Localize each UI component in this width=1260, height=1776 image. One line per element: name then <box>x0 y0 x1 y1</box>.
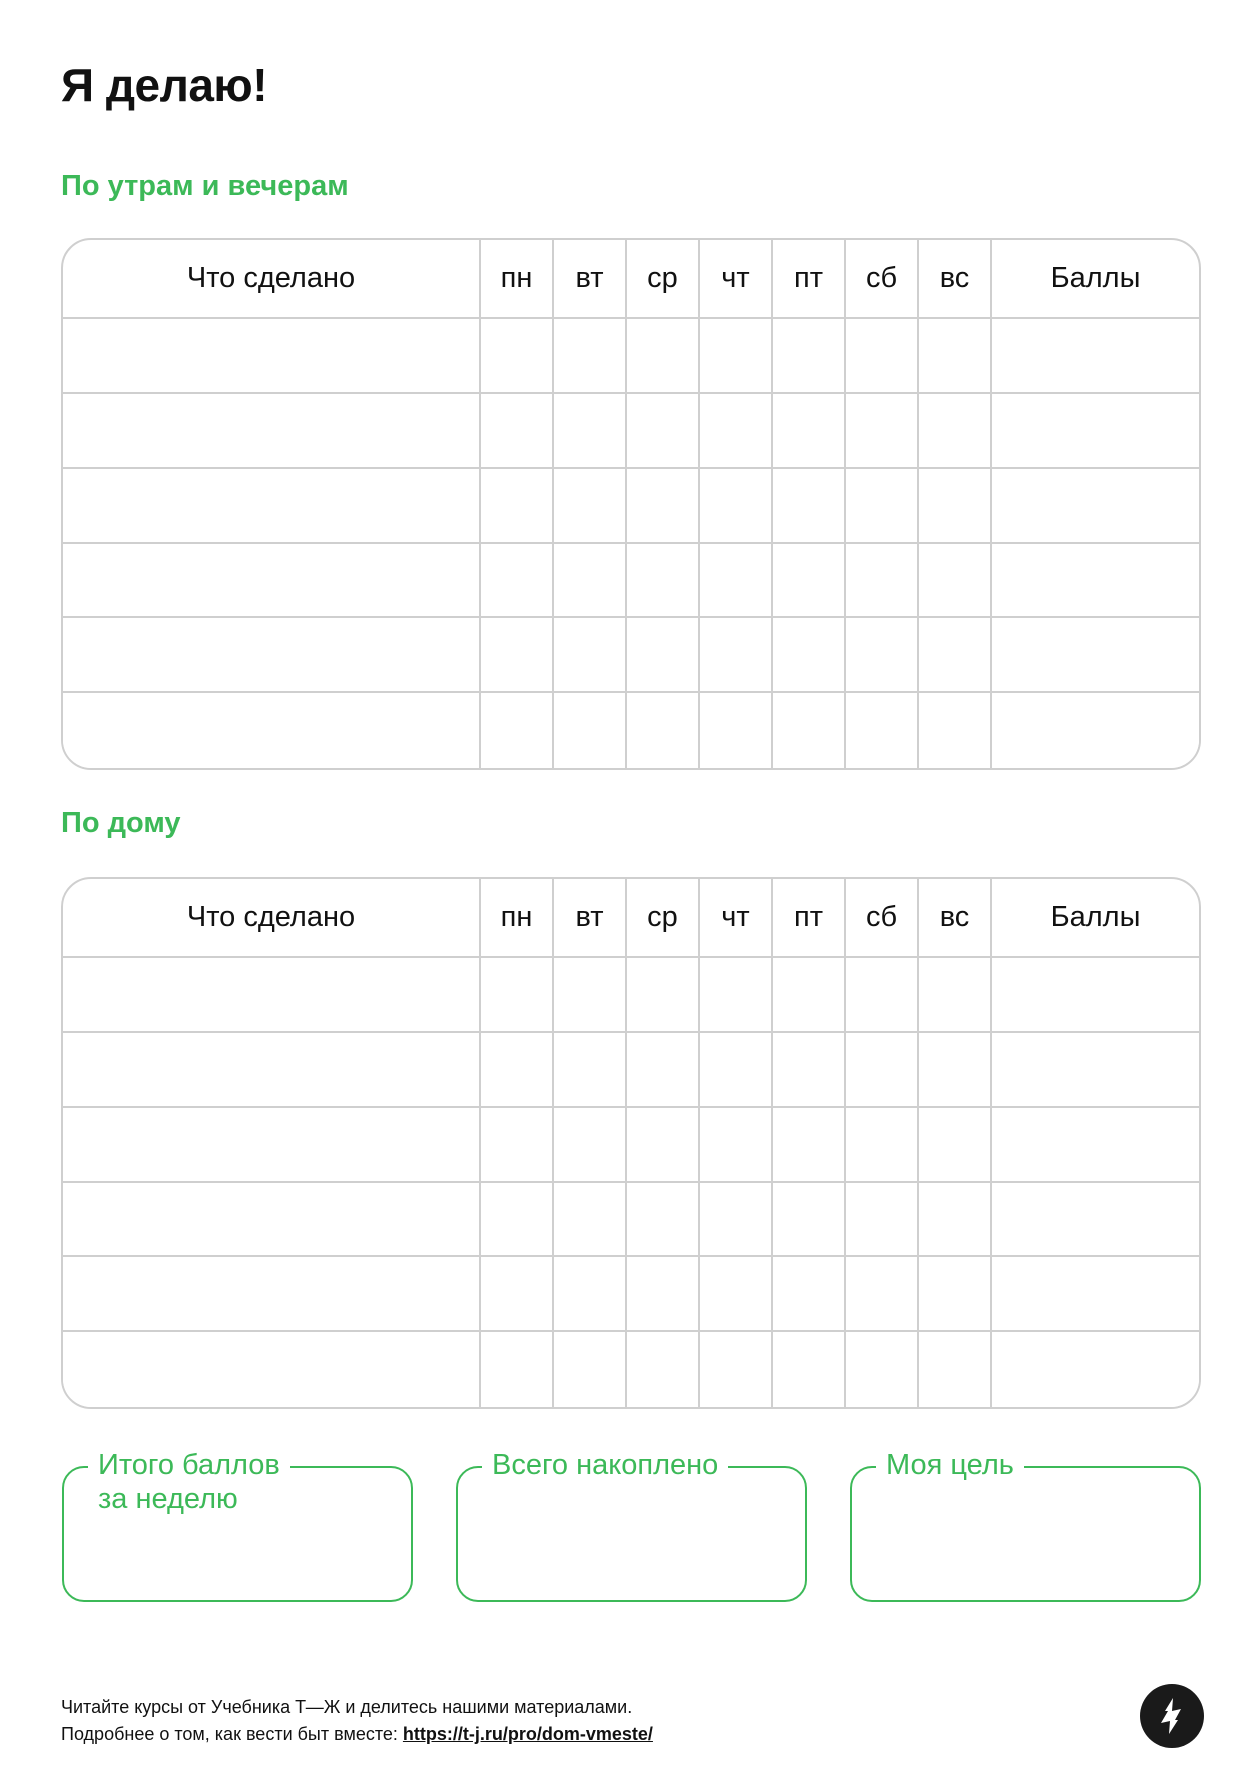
day-cell-thu[interactable] <box>700 469 773 544</box>
total-accumulated-box[interactable] <box>456 1449 807 1602</box>
day-cell-mon[interactable] <box>481 1183 554 1258</box>
day-cell-mon[interactable] <box>481 1257 554 1332</box>
day-cell-sat[interactable] <box>846 1108 919 1183</box>
header-day-sun: вс <box>919 879 992 958</box>
day-cell-tue[interactable] <box>554 693 627 768</box>
day-cell-tue[interactable] <box>554 618 627 693</box>
day-cell-fri[interactable] <box>773 394 846 469</box>
day-cell-sun[interactable] <box>919 1257 992 1332</box>
day-cell-mon[interactable] <box>481 1332 554 1407</box>
day-cell-tue[interactable] <box>554 1183 627 1258</box>
task-cell[interactable] <box>63 618 481 693</box>
header-task: Что сделано <box>63 240 481 319</box>
header-day-tue: вт <box>554 240 627 319</box>
footer-line-2 <box>61 1721 653 1748</box>
task-cell[interactable] <box>63 544 481 619</box>
day-cell-sun[interactable] <box>919 693 992 768</box>
day-cell-tue[interactable] <box>554 1033 627 1108</box>
day-cell-sat[interactable] <box>846 319 919 394</box>
points-cell[interactable] <box>992 1108 1199 1183</box>
total-accumulated-label: Всего накоплено <box>482 1448 728 1482</box>
day-cell-fri[interactable] <box>773 1183 846 1258</box>
day-cell-wed[interactable] <box>627 1108 700 1183</box>
day-cell-wed[interactable] <box>627 394 700 469</box>
day-cell-mon[interactable] <box>481 1108 554 1183</box>
day-cell-sun[interactable] <box>919 1033 992 1108</box>
header-day-sat: сб <box>846 240 919 319</box>
task-cell[interactable] <box>63 1332 481 1407</box>
weekly-points-box[interactable] <box>62 1449 413 1602</box>
task-cell[interactable] <box>63 1183 481 1258</box>
my-goal-label: Моя цель <box>876 1448 1024 1482</box>
day-cell-wed[interactable] <box>627 469 700 544</box>
day-cell-tue[interactable] <box>554 1332 627 1407</box>
day-cell-fri[interactable] <box>773 319 846 394</box>
day-cell-wed[interactable] <box>627 1033 700 1108</box>
day-cell-sun[interactable] <box>919 544 992 619</box>
day-cell-mon[interactable] <box>481 469 554 544</box>
day-cell-wed[interactable] <box>627 958 700 1033</box>
day-cell-wed[interactable] <box>627 1332 700 1407</box>
day-cell-sun[interactable] <box>919 1183 992 1258</box>
day-cell-fri[interactable] <box>773 1257 846 1332</box>
day-cell-tue[interactable] <box>554 544 627 619</box>
task-cell[interactable] <box>63 1033 481 1108</box>
points-cell[interactable] <box>992 544 1199 619</box>
weekly-points-label: Итого баллов за неделю <box>88 1448 290 1516</box>
footer-link[interactable]: https://t-j.ru/pro/dom-vmeste/ <box>402 1724 653 1744</box>
day-cell-fri[interactable] <box>773 1332 846 1407</box>
points-cell[interactable] <box>992 1183 1199 1258</box>
section-heading-home: По дому <box>61 807 181 839</box>
day-cell-mon[interactable] <box>481 618 554 693</box>
day-cell-thu[interactable] <box>700 319 773 394</box>
day-cell-tue[interactable] <box>554 1108 627 1183</box>
day-cell-thu[interactable] <box>700 1108 773 1183</box>
day-cell-mon[interactable] <box>481 394 554 469</box>
tracker-table-home <box>61 877 1201 1409</box>
task-cell[interactable] <box>63 693 481 768</box>
footer-line-1: Читайте курсы от Учебника Т—Ж и делитесь нашими материалами. <box>61 1697 633 1717</box>
day-cell-sun[interactable] <box>919 394 992 469</box>
points-cell[interactable] <box>992 394 1199 469</box>
day-cell-thu[interactable] <box>700 693 773 768</box>
task-cell[interactable] <box>63 319 481 394</box>
page-title: Я делаю! <box>61 59 268 111</box>
header-day-sun: вс <box>919 240 992 319</box>
day-cell-mon[interactable] <box>481 544 554 619</box>
points-cell[interactable] <box>992 469 1199 544</box>
header-day-sat: сб <box>846 879 919 958</box>
day-cell-fri[interactable] <box>773 693 846 768</box>
header-day-fri: пт <box>773 879 846 958</box>
header-points: Баллы <box>992 240 1199 319</box>
day-cell-sun[interactable] <box>919 1332 992 1407</box>
day-cell-tue[interactable] <box>554 1257 627 1332</box>
header-day-fri: пт <box>773 240 846 319</box>
day-cell-thu[interactable] <box>700 958 773 1033</box>
day-cell-sun[interactable] <box>919 1108 992 1183</box>
day-cell-thu[interactable] <box>700 1257 773 1332</box>
day-cell-sat[interactable] <box>846 693 919 768</box>
footer <box>61 1694 653 1748</box>
header-points: Баллы <box>992 879 1199 958</box>
day-cell-thu[interactable] <box>700 394 773 469</box>
day-cell-fri[interactable] <box>773 544 846 619</box>
day-cell-mon[interactable] <box>481 693 554 768</box>
day-cell-fri[interactable] <box>773 958 846 1033</box>
day-cell-sat[interactable] <box>846 1257 919 1332</box>
day-cell-thu[interactable] <box>700 544 773 619</box>
points-cell[interactable] <box>992 1332 1199 1407</box>
task-cell[interactable] <box>63 394 481 469</box>
day-cell-sun[interactable] <box>919 958 992 1033</box>
day-cell-sat[interactable] <box>846 469 919 544</box>
day-cell-mon[interactable] <box>481 958 554 1033</box>
day-cell-thu[interactable] <box>700 1033 773 1108</box>
lightning-bolt-icon <box>1140 1684 1204 1748</box>
day-cell-thu[interactable] <box>700 1183 773 1258</box>
points-cell[interactable] <box>992 319 1199 394</box>
day-cell-tue[interactable] <box>554 469 627 544</box>
header-day-mon: пн <box>481 879 554 958</box>
day-cell-sat[interactable] <box>846 618 919 693</box>
day-cell-sat[interactable] <box>846 958 919 1033</box>
my-goal-box[interactable] <box>850 1449 1201 1602</box>
task-cell[interactable] <box>63 469 481 544</box>
points-cell[interactable] <box>992 1033 1199 1108</box>
day-cell-sat[interactable] <box>846 1183 919 1258</box>
task-cell[interactable] <box>63 958 481 1033</box>
points-cell[interactable] <box>992 693 1199 768</box>
day-cell-sun[interactable] <box>919 618 992 693</box>
lightning-bolt-icon-svg <box>1157 1697 1187 1735</box>
day-cell-sat[interactable] <box>846 1033 919 1108</box>
day-cell-wed[interactable] <box>627 544 700 619</box>
day-cell-wed[interactable] <box>627 693 700 768</box>
footer-line-2-prefix: Подробнее о том, как вести быт вместе: <box>61 1724 403 1744</box>
day-cell-thu[interactable] <box>700 1332 773 1407</box>
header-day-tue: вт <box>554 879 627 958</box>
day-cell-tue[interactable] <box>554 958 627 1033</box>
points-cell[interactable] <box>992 1257 1199 1332</box>
day-cell-fri[interactable] <box>773 469 846 544</box>
day-cell-wed[interactable] <box>627 618 700 693</box>
day-cell-mon[interactable] <box>481 319 554 394</box>
section-heading-morning-evening: По утрам и вечерам <box>61 170 349 202</box>
day-cell-sat[interactable] <box>846 1332 919 1407</box>
header-day-thu: чт <box>700 879 773 958</box>
day-cell-wed[interactable] <box>627 1257 700 1332</box>
header-day-thu: чт <box>700 240 773 319</box>
header-day-wed: ср <box>627 879 700 958</box>
day-cell-fri[interactable] <box>773 618 846 693</box>
day-cell-wed[interactable] <box>627 1183 700 1258</box>
task-cell[interactable] <box>63 1257 481 1332</box>
day-cell-fri[interactable] <box>773 1033 846 1108</box>
points-cell[interactable] <box>992 618 1199 693</box>
header-day-wed: ср <box>627 240 700 319</box>
day-cell-fri[interactable] <box>773 1108 846 1183</box>
day-cell-thu[interactable] <box>700 618 773 693</box>
day-cell-sun[interactable] <box>919 319 992 394</box>
header-day-mon: пн <box>481 240 554 319</box>
points-cell[interactable] <box>992 958 1199 1033</box>
day-cell-sat[interactable] <box>846 544 919 619</box>
header-task: Что сделано <box>63 879 481 958</box>
task-cell[interactable] <box>63 1108 481 1183</box>
day-cell-sun[interactable] <box>919 469 992 544</box>
day-cell-tue[interactable] <box>554 319 627 394</box>
day-cell-mon[interactable] <box>481 1033 554 1108</box>
tracker-table-morning-evening <box>61 238 1201 770</box>
day-cell-sat[interactable] <box>846 394 919 469</box>
day-cell-wed[interactable] <box>627 319 700 394</box>
day-cell-tue[interactable] <box>554 394 627 469</box>
